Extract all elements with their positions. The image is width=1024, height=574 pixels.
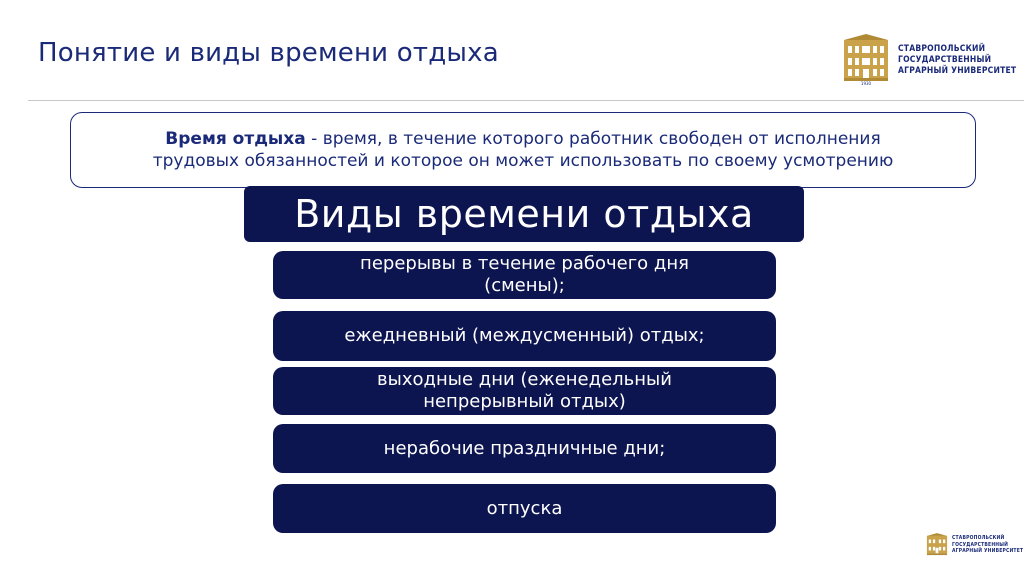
definition-box (70, 112, 976, 188)
page-title: Понятие и виды времени отдыха (38, 38, 499, 68)
definition-line-2: трудовых обязанностей и которое он может использовать по своему усмотрению (152, 151, 894, 171)
kind-item-holidays: нерабочие праздничные дни; (273, 424, 776, 473)
kind-item-daily-rest: ежедневный (междусменный) отдых; (273, 311, 776, 361)
university-building-icon (926, 533, 948, 557)
footer-logo-text: СТАВРОПОЛЬСКИЙ ГОСУДАРСТВЕННЫЙ АГРАРНЫЙ УНИВЕРСИТЕТ (952, 535, 1024, 555)
kinds-heading: Виды времени отдыха (244, 186, 804, 242)
kind-item-weekends: выходные дни (еженедельный непрерывный отдых) (273, 367, 776, 415)
definition-term: Время отдыха (165, 129, 306, 149)
kind-item-vacations: отпуска (273, 484, 776, 533)
footer-logo (926, 533, 1023, 557)
header-divider (28, 100, 1024, 101)
svg-text:1930: 1930 (860, 81, 872, 86)
definition-line-1: Время отдыха - время, в течение которого работник свободен от исполнения (165, 129, 881, 149)
university-logo (842, 34, 1016, 86)
kind-item-breaks: перерывы в течение рабочего дня (смены); (273, 251, 776, 299)
university-building-icon (842, 34, 890, 86)
logo-text: СТАВРОПОЛЬСКИЙ ГОСУДАРСТВЕННЫЙ АГРАРНЫЙ УНИВЕРСИТЕТ (898, 43, 1017, 76)
